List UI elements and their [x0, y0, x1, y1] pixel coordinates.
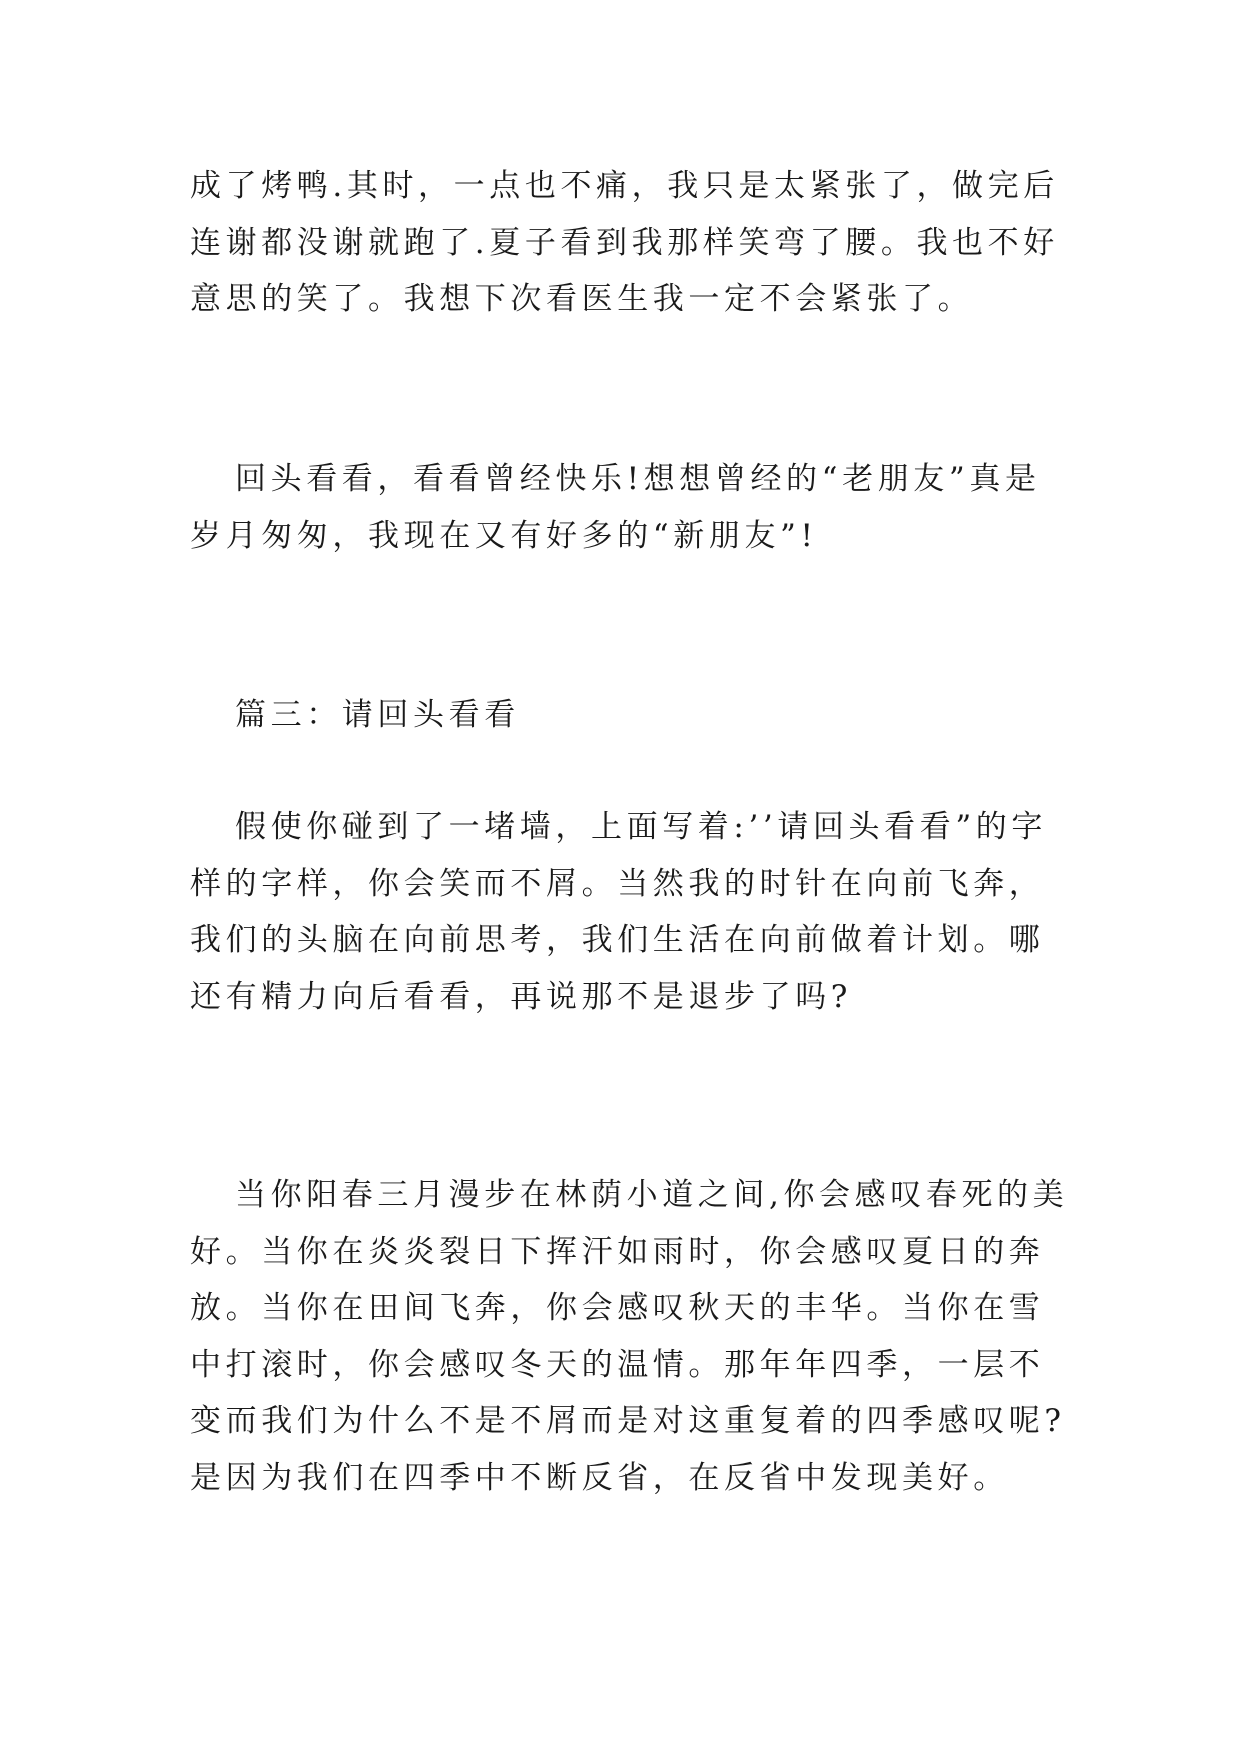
paragraph-continuation: 成了烤鸭.其时，一点也不痛，我只是太紧张了，做完后连谢都没谢就跑了.夏子看到我那样笑弯了腰。我也不好意思的笑了。我想下次看医生我一定不会紧张了。 — [190, 168, 1059, 317]
paragraph-seasons: 当你阳春三月漫步在林荫小道之间,你会感叹春死的美好。当你在炎炎裂日下挥汗如雨时，你会感叹夏日的奔放。当你在田间飞奔，你会感叹秋天的丰华。当你在雪中打滚时，你会感叹冬天的温情。那年年四季，一层不变而我们为什么不是不屑而是对这重复着的四季感叹呢?是因为我们在四季中不断反省，在反省中发现美好。 — [190, 1177, 1069, 1496]
section-heading: 篇三：请回头看看 — [235, 697, 520, 733]
paragraph-look-back: 回头看看，看看曾经快乐!想想曾经的“老朋友”真是岁月匆匆，我现在又有好多的“新朋友”! — [190, 461, 1041, 554]
paragraph-wall: 假使你碰到了一堵墙，上面写着:’’请回头看看”的字样的字样，你会笑而不屑。当然我的时针在向前飞奔，我们的头脑在向前思考，我们生活在向前做着计划。哪还有精力向后看看，再说那不是退步了吗? — [190, 809, 1047, 1015]
